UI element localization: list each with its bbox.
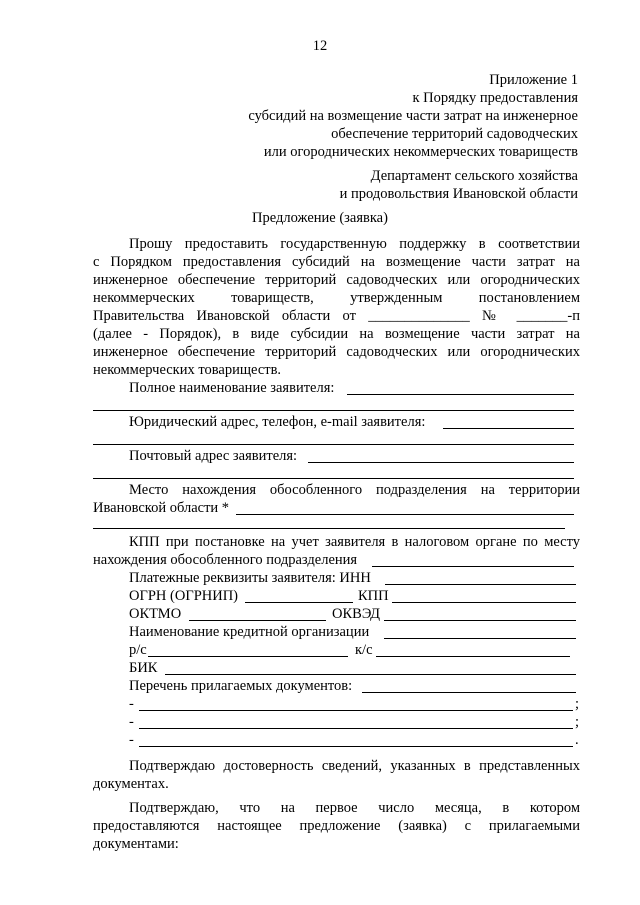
doc-semicolon-2: ; xyxy=(575,714,580,730)
full-name-line[interactable] xyxy=(347,394,574,395)
request-line-2: с Порядком предоставления субсидий на возмещение части затрат на xyxy=(93,254,580,270)
request-line-8: некоммерческих товариществ. xyxy=(93,362,282,378)
request-line-4: некоммерческих товариществ, утвержденным постановлением xyxy=(93,290,580,306)
doc-dash-2: - xyxy=(129,714,134,730)
branch-location-field[interactable] xyxy=(236,514,574,515)
kpp-field[interactable] xyxy=(392,602,576,603)
branch-location-line-1: Место нахождения обособленного подразделения на территории xyxy=(129,482,580,498)
document-line-2[interactable] xyxy=(139,728,573,729)
page-number: 12 xyxy=(312,38,328,54)
kpp-registration-line-2: нахождения обособленного подразделения xyxy=(93,552,358,568)
confirm-2-line-1: Подтверждаю, что на первое число месяца, в котором xyxy=(129,800,580,816)
documents-list-field[interactable] xyxy=(362,692,576,693)
ogrn-label: ОГРН (ОГРНИП) xyxy=(129,588,239,604)
appendix-line-1: Приложение 1 xyxy=(489,72,578,88)
account-label: р/с xyxy=(129,642,147,658)
documents-list-label: Перечень прилагаемых документов: xyxy=(129,678,353,694)
kpp-registration-line-1: КПП при постановке на учет заявителя в налоговом органе по месту xyxy=(129,534,580,550)
bank-name-label: Наименование кредитной организации xyxy=(129,624,370,640)
legal-address-line-2[interactable] xyxy=(93,444,574,445)
oktmo-label: ОКТМО xyxy=(129,606,182,622)
account-field[interactable] xyxy=(148,656,348,657)
corr-account-field[interactable] xyxy=(376,656,570,657)
addressee-line-1: Департамент сельского хозяйства xyxy=(370,168,578,184)
oktmo-field[interactable] xyxy=(189,620,326,621)
okved-field[interactable] xyxy=(384,620,576,621)
doc-dash-1: - xyxy=(129,696,134,712)
appendix-line-2: к Порядку предоставления xyxy=(412,90,578,106)
legal-address-label: Юридический адрес, телефон, e-mail заявителя: xyxy=(129,414,426,430)
confirm-1-line-1: Подтверждаю достоверность сведений, указанных в представленных xyxy=(129,758,580,774)
postal-address-line[interactable] xyxy=(308,462,574,463)
appendix-line-4: обеспечение территорий садоводческих xyxy=(331,126,578,142)
bik-field[interactable] xyxy=(165,674,576,675)
doc-semicolon-1: ; xyxy=(575,696,580,712)
payment-inn-label: Платежные реквизиты заявителя: ИНН xyxy=(129,570,371,586)
bank-name-field[interactable] xyxy=(384,638,576,639)
appendix-line-3: субсидий на возмещение части затрат на инженерное xyxy=(248,108,578,124)
full-name-line-2[interactable] xyxy=(93,410,574,411)
inn-field[interactable] xyxy=(385,584,576,585)
okved-label: ОКВЭД xyxy=(332,606,381,622)
bik-label: БИК xyxy=(129,660,158,676)
legal-address-line[interactable] xyxy=(443,428,574,429)
postal-address-label: Почтовый адрес заявителя: xyxy=(129,448,298,464)
branch-location-field-2[interactable] xyxy=(93,528,565,529)
kpp-label: КПП xyxy=(358,588,389,604)
doc-period: . xyxy=(575,732,579,748)
kpp-registration-field[interactable] xyxy=(372,566,574,567)
appendix-line-5: или огороднических некоммерческих товариществ xyxy=(263,144,578,160)
confirm-1-line-2: документах. xyxy=(93,776,169,792)
full-name-label: Полное наименование заявителя: xyxy=(129,380,335,396)
confirm-2-line-2: предоставляются настоящее предложение (заявка) с прилагаемыми xyxy=(93,818,580,834)
document-line-3[interactable] xyxy=(139,746,573,747)
confirm-2-line-3: документами: xyxy=(93,836,179,852)
document-line-1[interactable] xyxy=(139,710,573,711)
request-line-7: инженерное обеспечение территорий садоводческих или огороднических xyxy=(93,344,580,360)
request-line-6: (далее - Порядок), в виде субсидии на возмещение части затрат на xyxy=(93,326,580,342)
doc-dash-3: - xyxy=(129,732,134,748)
request-line-1: Прошу предоставить государственную поддержку в соответствии xyxy=(129,236,580,252)
addressee-line-2: и продовольствия Ивановской области xyxy=(339,186,578,202)
document-title: Предложение (заявка) xyxy=(252,210,388,226)
ogrn-field[interactable] xyxy=(245,602,353,603)
request-line-3: инженерное обеспечение территорий садоводческих или огороднических xyxy=(93,272,580,288)
request-line-5: Правительства Ивановской области от ______________ № _______-п xyxy=(93,308,580,324)
postal-address-line-2[interactable] xyxy=(93,478,574,479)
corr-account-label: к/с xyxy=(355,642,373,658)
branch-location-line-2: Ивановской области * xyxy=(93,500,230,516)
